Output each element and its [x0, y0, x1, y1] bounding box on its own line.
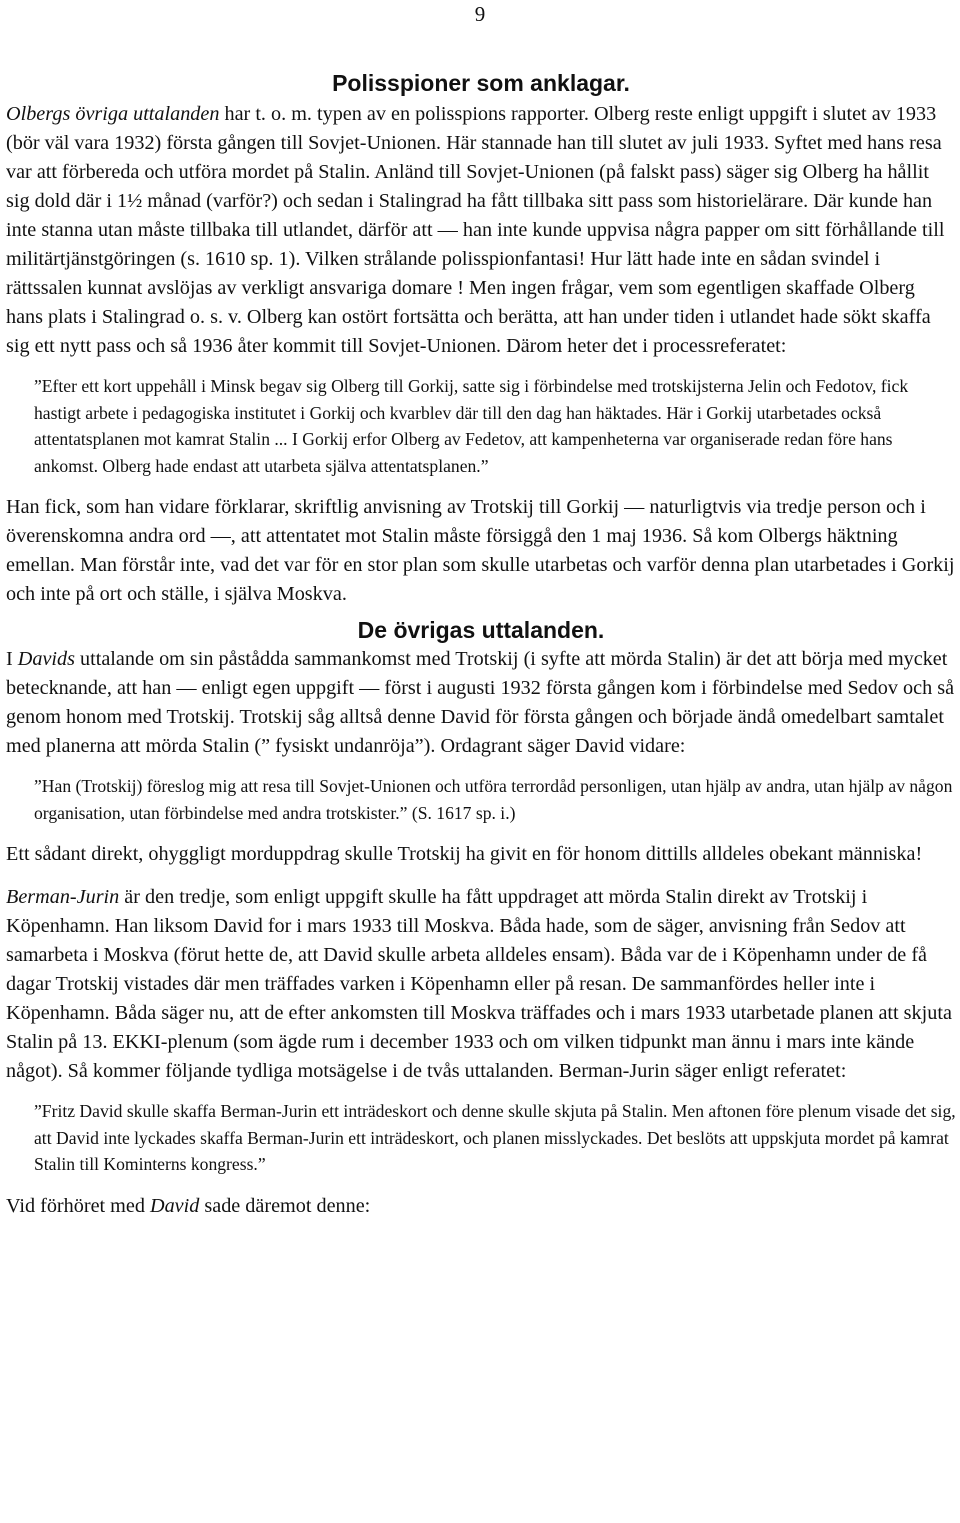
page-number: 9	[474, 2, 486, 26]
emphasis-david: David	[149, 1194, 200, 1217]
paragraph-text: I	[6, 648, 18, 670]
blockquote-processreferat: ”Efter ett kort uppehåll i Minsk begav sig Olberg till Gorkij, satte sig i förbindelse med trotskijsterna Jelin och Fedotov, fick hastigt arbete i pedagogiska institutet i Gorkij och kvarblev där till den dag han häktades. Här i Gorkij utarbetades också attentatsplanen mot kamrat Stalin ... I Gorkij erfor Olberg av Fedetov, att kampenheterna var organiserade redan före hans ankomst. Olberg hade endast att utarbeta själva attentatsplanen.”	[34, 376, 909, 476]
paragraph-text: uttalande om sin påstådda sammankomst med Trotskij (i syfte att mörda Stalin) är det att börja med mycket betecknande, att han — enligt egen uppgift — först i augusti 1932 första gången kom i förbindelse med Sedov och så genom honom med Trotskij. Trotskij såg alltså denne David för första gången och började ändå omedelbart samtalet med planerna att mörda Stalin (” fysiskt undanröja”). Ordagrant säger David vidare:	[6, 648, 955, 757]
paragraph-text: sade däremot denne:	[199, 1194, 371, 1217]
section-heading-ovrigas: De övrigas uttalanden.	[357, 617, 605, 643]
document-body	[6, 68, 956, 1221]
blockquote-david: ”Han (Trotskij) föreslog mig att resa till Sovjet-Unionen och utföra terrordåd personligen, utan hjälp av andra, utan hjälp av någon organisation, utan förbindelse med andra trotskister.” (S. 1617 sp. i.)	[34, 776, 953, 823]
paragraph-text: har t. o. m. typen av en polisspions rapporter. Olberg reste enligt uppgift i slutet av 1933 (bör väl vara 1932) första gången till Sovjet-Unionen. Här stannade han till slutet av juli 1933. Syftet med hans resa var att förbereda och utföra mordet på Stalin. Anländ till Sovjet-Unionen (på falskt pass) säger sig Olberg ha hållit sig dold där i 1½ månad (varför?) och sedan i Stalingrad ha fått tillbaka sitt pass som historielärare. Där kunde han inte stanna utan måste tillbaka till utlandet, därför att — han inte kunde uppvisa några papper om sitt förhållande till militärtjänstgöringen (s. 1610 sp. 1). Vilken strålande polisspionfantasi! Hur lätt hade inte en sådan svindel i rättssalen kunnat avslöjas av verkligt ansvariga domare ! Men ingen frågar, vem som egentligen skaffade Olberg hans plats i Stalingrad o. s. v. Olberg kan ostört fortsätta och berätta, att han under tiden i utlandet hade sökt skaffa sig ett nytt pass och så 1936 åter kommit till Sovjet-Unionen. Därom heter det i processreferatet:	[6, 103, 945, 357]
emphasis-olbergs: Olbergs övriga uttalanden	[6, 103, 220, 125]
paragraph-olbergs-uttalanden	[6, 100, 956, 361]
emphasis-berman-jurin: Berman-Jurin	[6, 886, 120, 908]
paragraph-forhoret	[6, 1192, 956, 1221]
paragraph-morduppdrag: Ett sådant direkt, ohyggligt morduppdrag skulle Trotskij ha givit en för honom dittills alldeles obekant människa!	[6, 843, 923, 865]
paragraph-anvisning: Han fick, som han vidare förklarar, skriftlig anvisning av Trotskij till Gorkij — naturligtvis via tredje person och i överenskomna andra ord —, att attentatet mot Stalin måste försiggå den 1 maj 1936. Så kom Olbergs häktning emellan. Man förstår inte, vad det var för en stor plan som skulle utarbetas och varför denna plan utarbetades i Gorkij och inte på ort och ställe, i själva Moskva.	[6, 496, 955, 605]
emphasis-davids: Davids	[17, 648, 75, 670]
blockquote-berman-jurin: ”Fritz David skulle skaffa Berman-Jurin ett inträdeskort och denne skulle skjuta på Stalin. Men aftonen före plenum visade det sig, att David inte lyckades skaffa Berman-Jurin ett inträdeskort, och planen misslyckades. Det beslöts att uppskjuta mordet på kamrat Stalin till Kominterns kongress.”	[34, 1101, 956, 1174]
paragraph-berman-jurin	[6, 883, 956, 1086]
paragraph-text: Vid förhöret med	[6, 1194, 150, 1217]
section-heading-polisspioner: Polisspioner som anklagar.	[332, 70, 630, 96]
paragraph-text: är den tredje, som enligt uppgift skulle ha fått uppdraget att mörda Stalin direkt av Trotskij i Köpenhamn. Han liksom David for i mars 1933 till Moskva. Båda hade, som de säger, anvisning från Sedov att samarbeta i Moskva (förut hette de, att David skulle arbeta alldeles ensam). Båda var de i Köpenhamn under de få dagar Trotskij vistades där men träffades varken i Köpenhamn eller på resan. De sammanfördes heller inte i Köpenhamn. Båda säger nu, att de efter ankomsten till Moskva träffades och i mars 1933 utarbetade planen att skjuta Stalin på 13. EKKI-plenum (som ägde rum i december 1933 och om vilken tidpunkt man ännu i mars inte kände något). Så kommer följande tydliga motsägelse i de tvås uttalanden. Berman-Jurin säger enligt referatet:	[6, 886, 952, 1082]
paragraph-davids-uttalande	[6, 645, 956, 761]
